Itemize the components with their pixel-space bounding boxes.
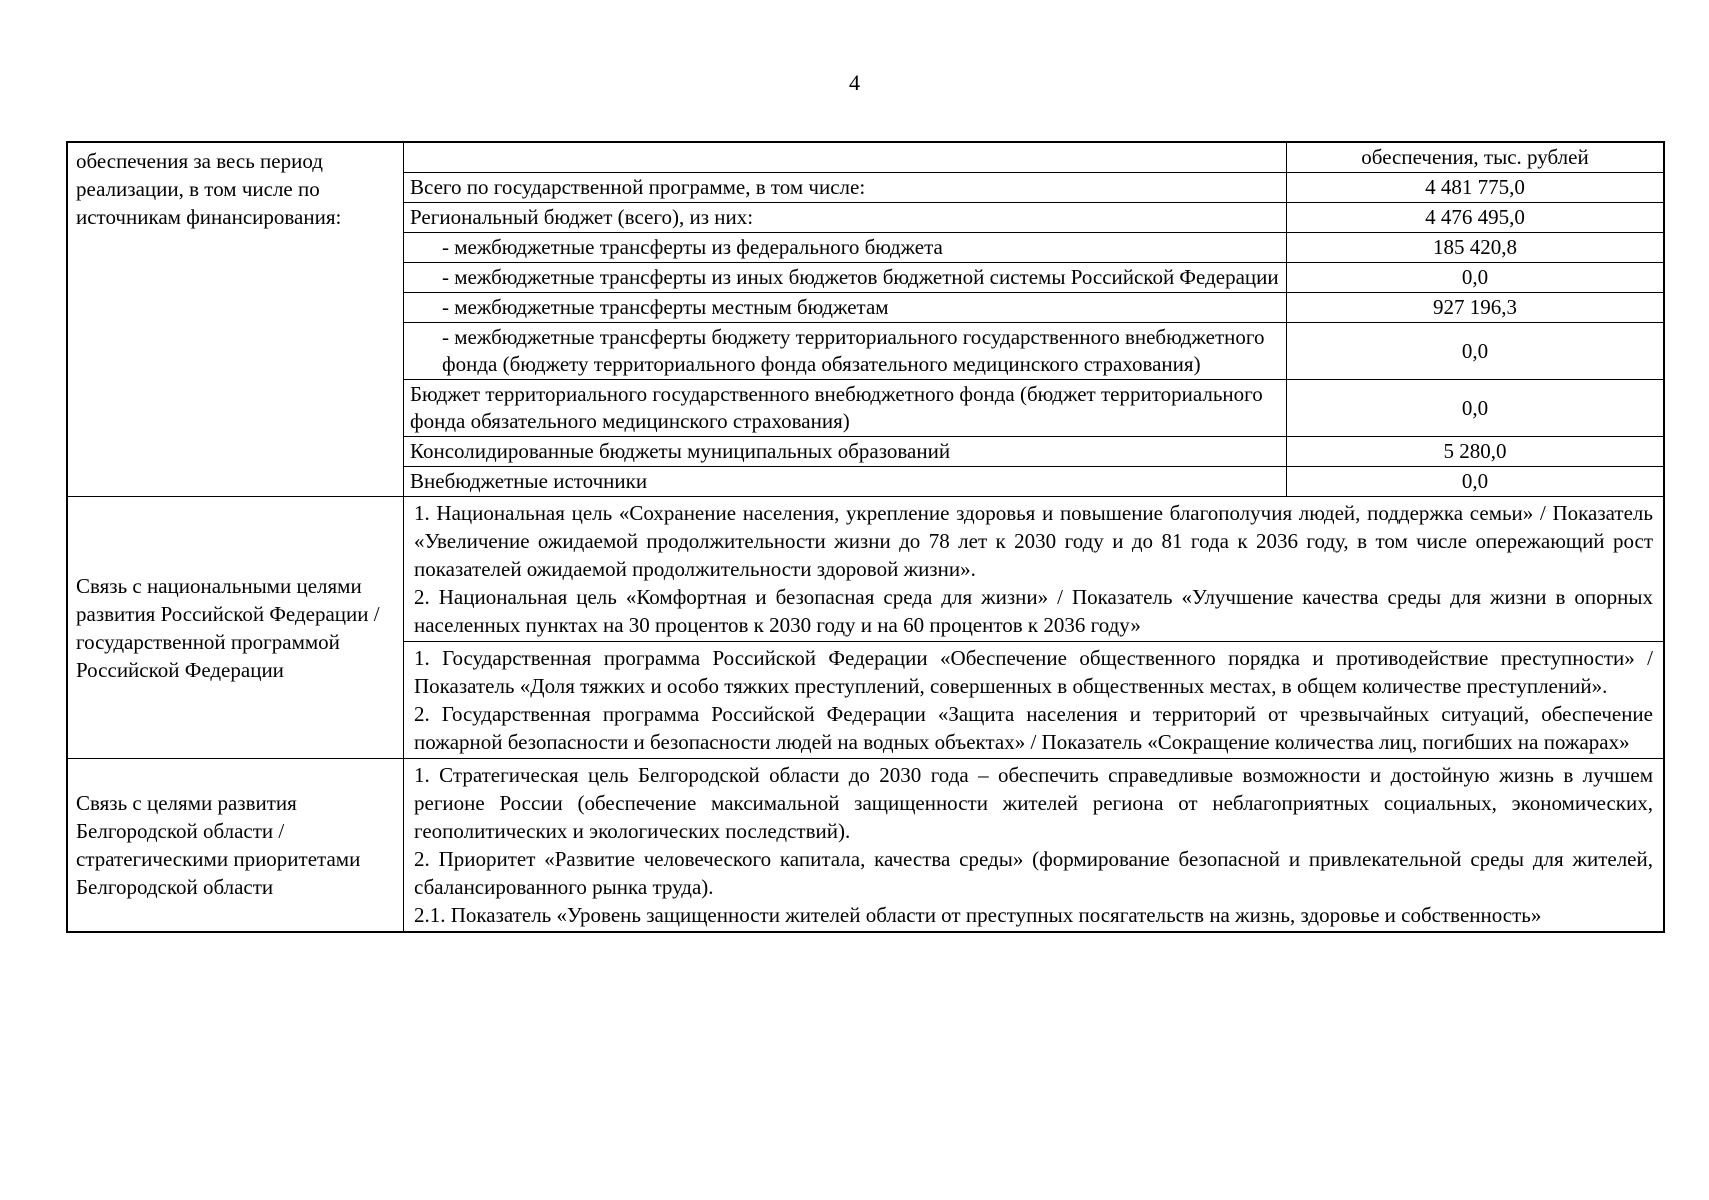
- financing-row: [404, 322, 1663, 379]
- regional-goal-item: 2. Приоритет «Развитие человеческого капитала, качества среды» (формирование безопасной и привлекательной среды для жителей, сбалансированного рынка труда).: [414, 847, 1653, 899]
- page-number: 4: [849, 70, 860, 95]
- financing-section: [68, 143, 1663, 496]
- financing-row: [404, 292, 1663, 322]
- financing-row-value: 0,0: [1461, 395, 1489, 420]
- financing-row-value: 4 481 775,0: [1425, 175, 1525, 199]
- financing-row-value: 5 280,0: [1443, 439, 1507, 463]
- financing-row-label: - межбюджетные трансферты бюджету территориального государственного внебюджетного фонда (бюджету территориального фонда обязательного медицинского страхования): [404, 323, 1287, 379]
- financing-row-value: 0,0: [1461, 469, 1489, 493]
- national-goal-item: 1. Национальная цель «Сохранение населения, укрепление здоровья и повышение благополучия людей, поддержка семьи» / Показатель «Увеличение ожидаемой продолжительности жизни до 78 лет к 2030 году и до 81 года к 2036 году, в том числе опережающий рост показателей ожидаемой продолжительности здоровой жизни».: [414, 501, 1653, 581]
- financing-row-label: Внебюджетные источники: [404, 467, 1287, 496]
- state-program-item: 1. Государственная программа Российской Федерации «Обеспечение общественного порядка и противодействие преступности» / Показатель «Доля тяжких и особо тяжких преступлений, совершенных в общественных местах, в общем количестве преступлений».: [414, 646, 1653, 698]
- financing-row-value: 0,0: [1461, 338, 1489, 363]
- regional-goal-item: 1. Стратегическая цель Белгородской области до 2030 года – обеспечить справедливые возможности и достойную жизнь в лучшем регионе России (обеспечение максимальной защищенности жителей региона от неблагоприятных социальных, экономических, геополитических и экологических последствий).: [414, 763, 1653, 843]
- national-goals-block: [404, 497, 1663, 641]
- passport-table: [66, 141, 1665, 933]
- financing-header-row: [404, 143, 1663, 172]
- financing-row-label: - межбюджетные трансферты местным бюджетам: [404, 293, 1287, 322]
- regional-goals-block: [404, 759, 1663, 931]
- financing-row: [404, 466, 1663, 496]
- financing-row: [404, 202, 1663, 232]
- financing-row-value: 927 196,3: [1433, 295, 1517, 319]
- financing-header-value: обеспечения, тыс. рублей: [1361, 145, 1589, 169]
- financing-row: [404, 379, 1663, 436]
- financing-row-value: 185 420,8: [1433, 235, 1517, 259]
- financing-row-label: Консолидированные бюджеты муниципальных образований: [404, 437, 1287, 466]
- regional-goal-item: 2.1. Показатель «Уровень защищенности жителей области от преступных посягательств на жизнь, здоровье и собственность»: [414, 903, 1542, 927]
- financing-row-value: 4 476 495,0: [1425, 205, 1525, 229]
- national-goals-left-label: [68, 497, 404, 758]
- financing-header-label: [404, 143, 1287, 172]
- national-goals-label-text: Связь с национальными целями развития Российской Федерации / государственной программой Российской Федерации: [76, 573, 380, 682]
- financing-row: [404, 232, 1663, 262]
- financing-row-label: - межбюджетные трансферты из федерального бюджета: [404, 233, 1287, 262]
- financing-row-label: Бюджет территориального государственного внебюджетного фонда (бюджет территориального фонда обязательного медицинского страхования): [404, 380, 1287, 436]
- national-goal-item: 2. Национальная цель «Комфортная и безопасная среда для жизни» / Показатель «Улучшение качества среды для жизни в опорных населенных пунктах на 30 процентов к 2030 году и на 60 процентов к 2036 году»: [414, 585, 1653, 637]
- regional-goals-content: [404, 759, 1663, 931]
- regional-goals-section: [68, 758, 1663, 931]
- national-goals-content: [404, 497, 1663, 758]
- state-program-item: 2. Государственная программа Российской Федерации «Защита населения и территорий от чрезвычайных ситуаций, обеспечение пожарной безопасности и безопасности людей на водных объектах» / Показатель «Сокращение количества лиц, погибших на пожарах»: [414, 702, 1653, 754]
- financing-row: [404, 436, 1663, 466]
- national-goals-section: [68, 496, 1663, 758]
- financing-row: [404, 172, 1663, 202]
- financing-row: [404, 262, 1663, 292]
- financing-left-label: обеспечения за весь период реализации, в том числе по источникам финансирования:: [68, 143, 404, 496]
- regional-goals-label-text: Связь с целями развития Белгородской области / стратегическими приоритетами Белгородской области: [76, 791, 361, 899]
- financing-row-label: Всего по государственной программе, в том числе:: [404, 173, 1287, 202]
- financing-row-label: Региональный бюджет (всего), из них:: [404, 203, 1287, 232]
- regional-goals-left-label: [68, 759, 404, 931]
- state-program-block: [404, 641, 1663, 758]
- financing-row-label: - межбюджетные трансферты из иных бюджетов бюджетной системы Российской Федерации: [404, 263, 1287, 292]
- financing-table: [404, 143, 1663, 496]
- financing-row-value: 0,0: [1461, 265, 1489, 289]
